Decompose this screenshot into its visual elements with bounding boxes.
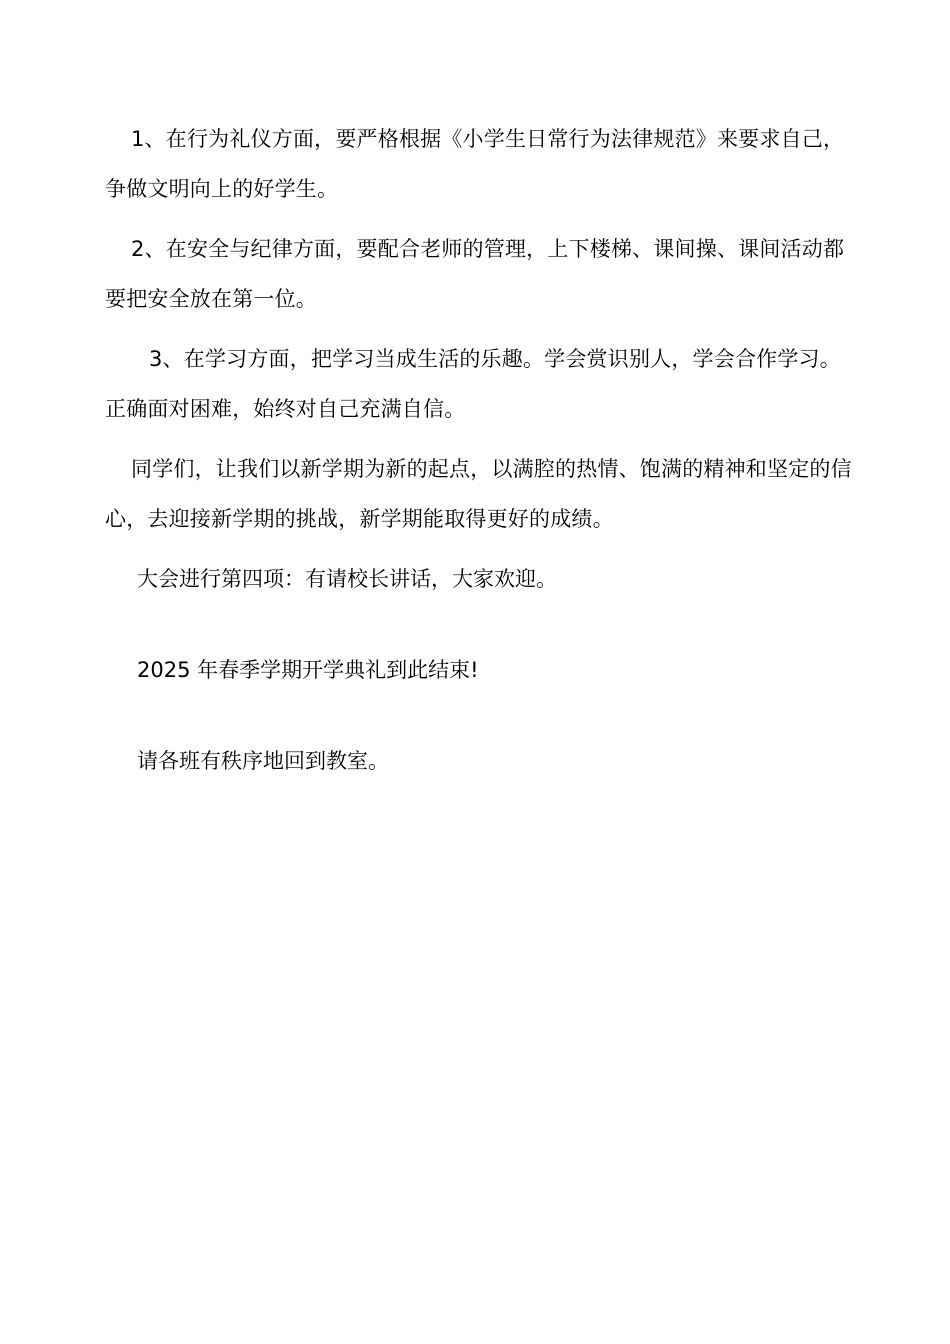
paragraph-safety-discipline: 2、在安全与纪律方面，要配合老师的管理，上下楼梯、课间操、课间活动都要把安全放在第一位。 bbox=[105, 237, 845, 311]
paragraph-encouragement: 同学们，让我们以新学期为新的起点，以满腔的热情、饱满的精神和坚定的信心，去迎接新学期的挑战，新学期能取得更好的成绩。 bbox=[105, 457, 852, 531]
paragraph-etiquette: 1、在行为礼仪方面，要严格根据《小学生日常行为法律规范》来要求自己，争做文明向上的好学生。 bbox=[105, 127, 845, 201]
line-ceremony-end: 2025 年春季学期开学典礼到此结束! bbox=[137, 658, 479, 682]
line-principal-speech: 大会进行第四项：有请校长讲话，大家欢迎。 bbox=[137, 567, 557, 591]
line-return-classrooms: 请各班有秩序地回到教室。 bbox=[137, 749, 389, 773]
paragraph-study: 3、在学习方面，把学习当成生活的乐趣。学会赏识别人，学会合作学习。正确面对困难，始终对自己充满自信。 bbox=[105, 347, 841, 421]
